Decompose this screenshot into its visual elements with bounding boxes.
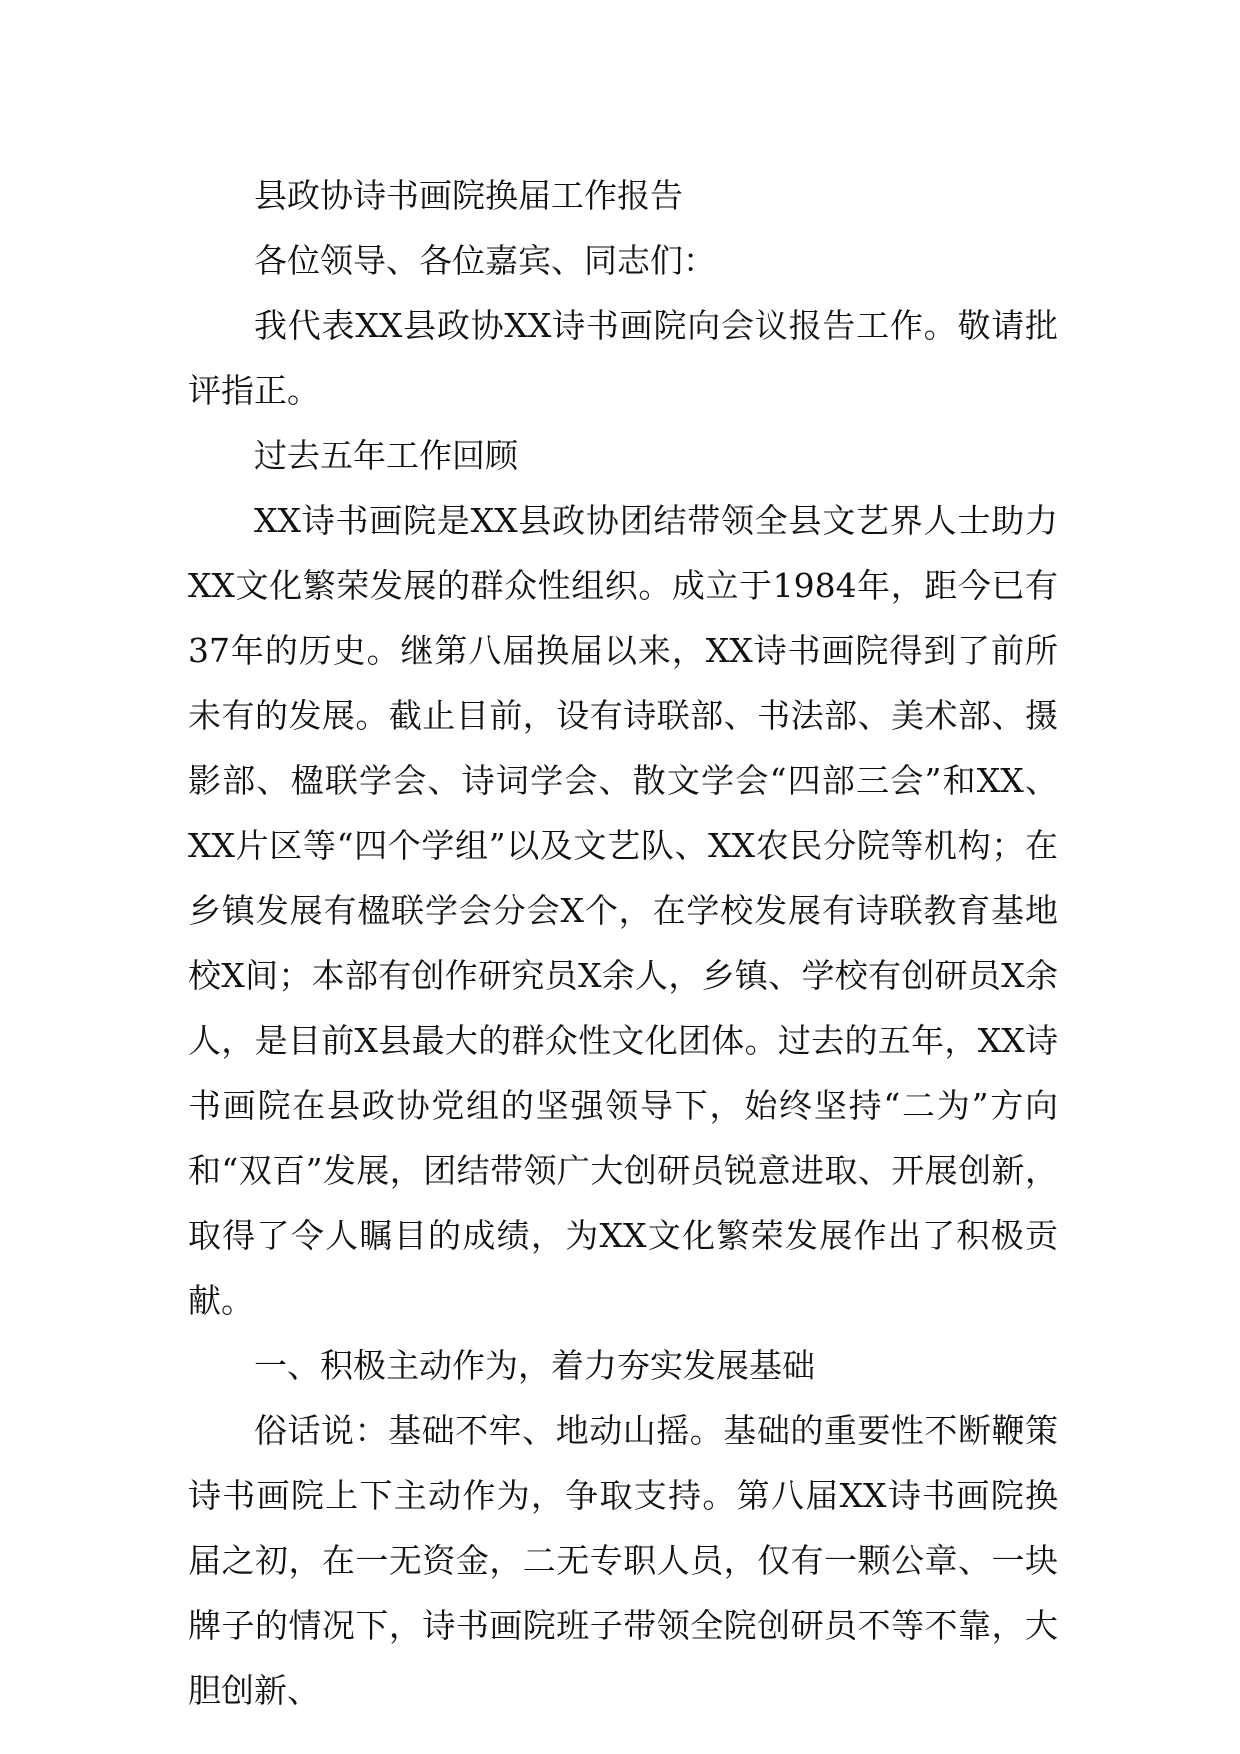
document-body bbox=[188, 163, 1058, 1723]
body-paragraph-1: 俗话说：基础不牢、地动山摇。基础的重要性不断鞭策诗书画院上下主动作为，争取支持。第八届XX诗书画院换届之初，在一无资金，二无专职人员，仅有一颗公章、一块牌子的情况下，诗书画院班子带领全院创研员不等不靠，大胆创新、 bbox=[188, 1411, 1058, 1710]
section-heading: 过去五年工作回顾 bbox=[254, 436, 518, 475]
overview-paragraph: XX诗书画院是XX县政协团结带领全县文艺界人士助力XX文化繁荣发展的群众性组织。成立于1984年，距今已有37年的历史。继第八届换届以来，XX诗书画院得到了前所未有的发展。截止目前，设有诗联部、书法部、美术部、摄影部、楹联学会、诗词学会、散文学会“四部三会”和XX、XX片区等“四个学组”以及文艺队、XX农民分院等机构；在乡镇发展有楹联学会分会X个，在学校发展有诗联教育基地校X间；本部有创作研究员X余人，乡镇、学校有创研员X余人，是目前X县最大的群众性文化团体。过去的五年，XX诗书画院在县政协党组的坚强领导下，始终坚持“二为”方向和“双百”发展，团结带领广大创研员锐意进取、开展创新，取得了令人瞩目的成绩，为XX文化繁荣发展作出了积极贡献。 bbox=[188, 501, 1058, 1320]
intro-paragraph: 我代表XX县政协XX诗书画院向会议报告工作。敬请批评指正。 bbox=[188, 306, 1058, 410]
subheading-1: 一、积极主动作为，着力夯实发展基础 bbox=[254, 1346, 815, 1385]
document-title: 县政协诗书画院换届工作报告 bbox=[254, 176, 683, 215]
greeting: 各位领导、各位嘉宾、同志们： bbox=[254, 241, 716, 280]
